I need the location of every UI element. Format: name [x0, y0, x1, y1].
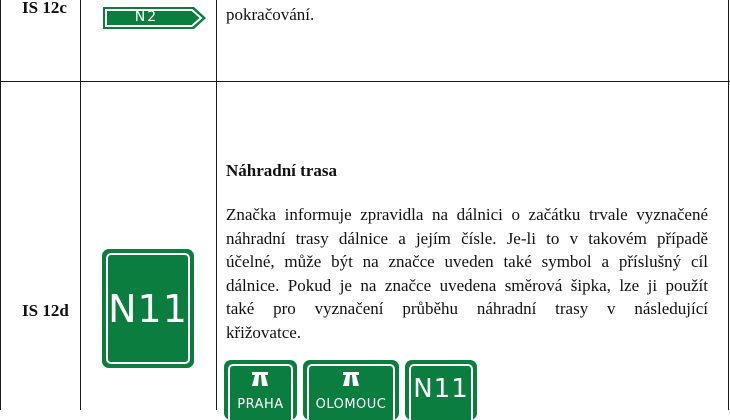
- sign-code-is12d: IS 12d: [22, 301, 69, 320]
- table-right-border: [728, 0, 729, 410]
- row-is12c-text: pokračování.: [226, 5, 315, 24]
- alternate-route-sign-n11: [102, 249, 194, 368]
- table-row-divider: [0, 81, 730, 82]
- example-sign-label: PRAHA: [237, 397, 284, 412]
- sign-code-is12c: IS 12c: [22, 0, 67, 17]
- table-column-divider: [80, 0, 81, 410]
- example-sign-label: OLOMOUC: [315, 397, 387, 412]
- row-is12d-description: [226, 203, 708, 345]
- table-left-border: [0, 0, 1, 410]
- example-sign-number: N11: [413, 374, 469, 404]
- description-line: Značka informuje zpravidla na dálnici o začátku trvale vyznačené: [226, 205, 708, 224]
- row-is12d-title: Náhradní trasa: [226, 161, 337, 180]
- description-line: účelné, může být na značce uveden také symbol a příslušný cíl: [226, 252, 708, 272]
- example-sign-praha: [224, 360, 297, 420]
- table-column-divider: [216, 0, 217, 410]
- description-line: také pro vyznačení průběhu náhradní trasy v následující: [226, 299, 708, 319]
- description-line: dálnice. Pokud je na značce uvedena směrová šipka, lze ji použít: [226, 275, 708, 295]
- example-sign-n11: [405, 360, 477, 420]
- motorway-icon: [342, 371, 360, 387]
- example-sign-olomouc: [303, 360, 399, 420]
- sign-number: N11: [108, 286, 188, 331]
- motorway-icon: [251, 371, 269, 387]
- description-line: náhradní trasy dálnice a jejím čísle. Je-li to v takovém případě: [226, 228, 708, 248]
- description-line: křižovatce.: [226, 322, 302, 342]
- route-pointer-sign-label: N2: [134, 9, 159, 25]
